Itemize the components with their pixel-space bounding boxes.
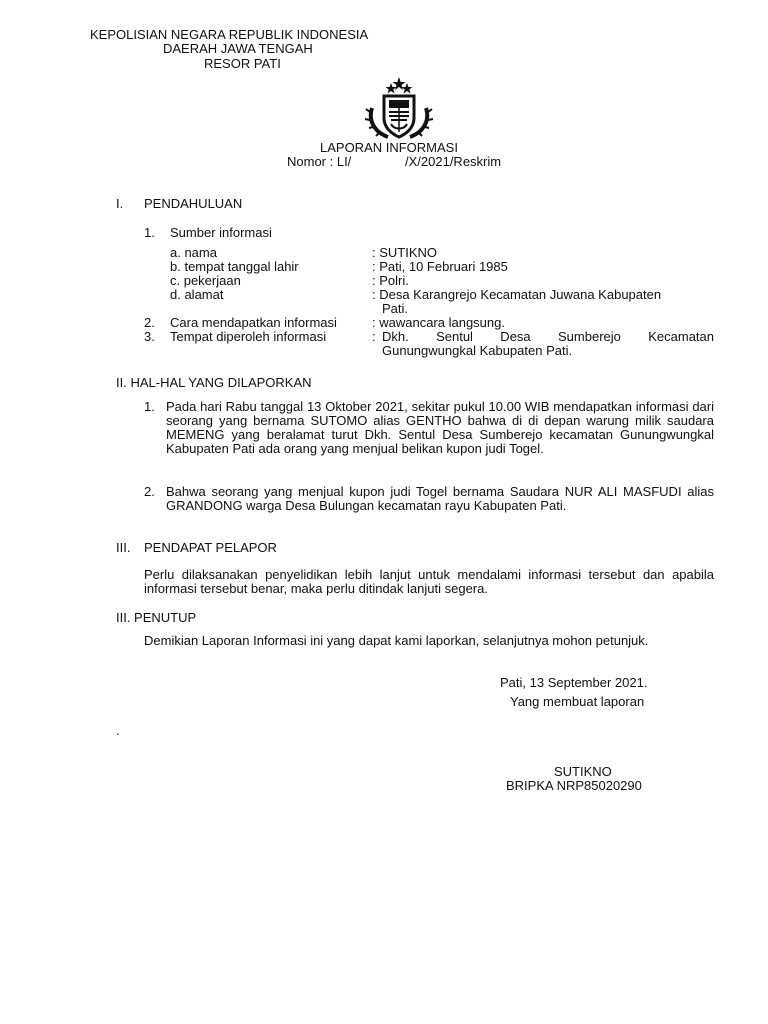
signature-name: SUTIKNO: [554, 764, 612, 779]
item-1-label: Sumber informasi: [170, 225, 272, 240]
section-4-heading: III. PENUTUP: [116, 610, 197, 625]
header-line-2: DAERAH JAWA TENGAH: [163, 41, 313, 56]
header-line-1: KEPOLISIAN NEGARA REPUBLIK INDONESIA: [90, 27, 369, 42]
report-number-prefix: Nomor : LI/: [287, 154, 352, 169]
field-nama-value: : SUTIKNO: [372, 245, 438, 260]
item-3-value: Dkh. Sentul Desa Sumberejo Kecamatan Gunungwungkal Kabupaten Pati.: [382, 329, 714, 358]
stray-dot: .: [116, 723, 120, 738]
section-3-text: Perlu dilaksanakan penyelidikan lebih lanjut untuk mendalami informasi tersebut dan apabila informasi tersebut benar, maka perlu ditindak lanjuti segera.: [144, 567, 714, 596]
field-pekerjaan-value: : Polri.: [372, 273, 409, 288]
item-2-number: 2.: [144, 315, 155, 330]
item-1-number: 1.: [144, 225, 155, 240]
field-ttl-value: : Pati, 10 Februari 1985: [372, 259, 508, 274]
item-3-number: 3.: [144, 329, 155, 344]
field-pekerjaan-label: c. pekerjaan: [170, 273, 241, 288]
section-3-number: III.: [116, 540, 131, 555]
item-2-label: Cara mendapatkan informasi: [170, 315, 337, 330]
signature-rank: BRIPKA NRP85020290: [506, 778, 642, 793]
item-3-colon: :: [372, 329, 376, 344]
field-alamat-label: d. alamat: [170, 287, 224, 302]
signature-role: Yang membuat laporan: [510, 694, 645, 709]
field-ttl-label: b. tempat tanggal lahir: [170, 259, 299, 274]
section-1-number: I.: [116, 196, 124, 211]
report-item-1-number: 1.: [144, 399, 155, 414]
header-line-3: RESOR PATI: [204, 56, 281, 71]
report-item-1-text: Pada hari Rabu tanggal 13 Oktober 2021, sekitar pukul 10.00 WIB mendapatkan informasi dari seorang yang bernama SUTOMO alias GENTHO bahwa di di depan warung milik saudara MEMENG yang beralamat turut Dkh. Sentul Desa Sumberejo kecamatan Gunungwungkal Kabupaten Pati ada orang yang menjual belikan kupon judi Togel.: [166, 399, 714, 456]
section-1-heading: PENDAHULUAN: [144, 196, 243, 211]
signature-place-date: Pati, 13 September 2021.: [500, 675, 648, 690]
field-nama-label: a. nama: [170, 245, 217, 260]
section-2-heading: II. HAL-HAL YANG DILAPORKAN: [116, 375, 312, 390]
report-item-2-number: 2.: [144, 484, 155, 499]
section-3-heading: PENDAPAT PELAPOR: [144, 540, 277, 555]
field-alamat-value-cont: Pati.: [382, 301, 409, 316]
field-alamat-value: : Desa Karangrejo Kecamatan Juwana Kabupaten: [372, 287, 662, 302]
item-2-value: : wawancara langsung.: [372, 315, 505, 330]
item-3-label: Tempat diperoleh informasi: [170, 329, 327, 344]
report-number-suffix: /X/2021/Reskrim: [405, 154, 502, 169]
report-item-2-text: Bahwa seorang yang menjual kupon judi Togel bernama Saudara NUR ALI MASFUDI alias GRANDONG warga Desa Bulungan kecamatan rayu Kabupaten Pati.: [166, 484, 714, 513]
section-4-text: Demikian Laporan Informasi ini yang dapat kami laporkan, selanjutnya mohon petunjuk.: [144, 633, 649, 648]
polri-emblem-icon: [358, 74, 440, 144]
report-title: LAPORAN INFORMASI: [320, 140, 458, 155]
